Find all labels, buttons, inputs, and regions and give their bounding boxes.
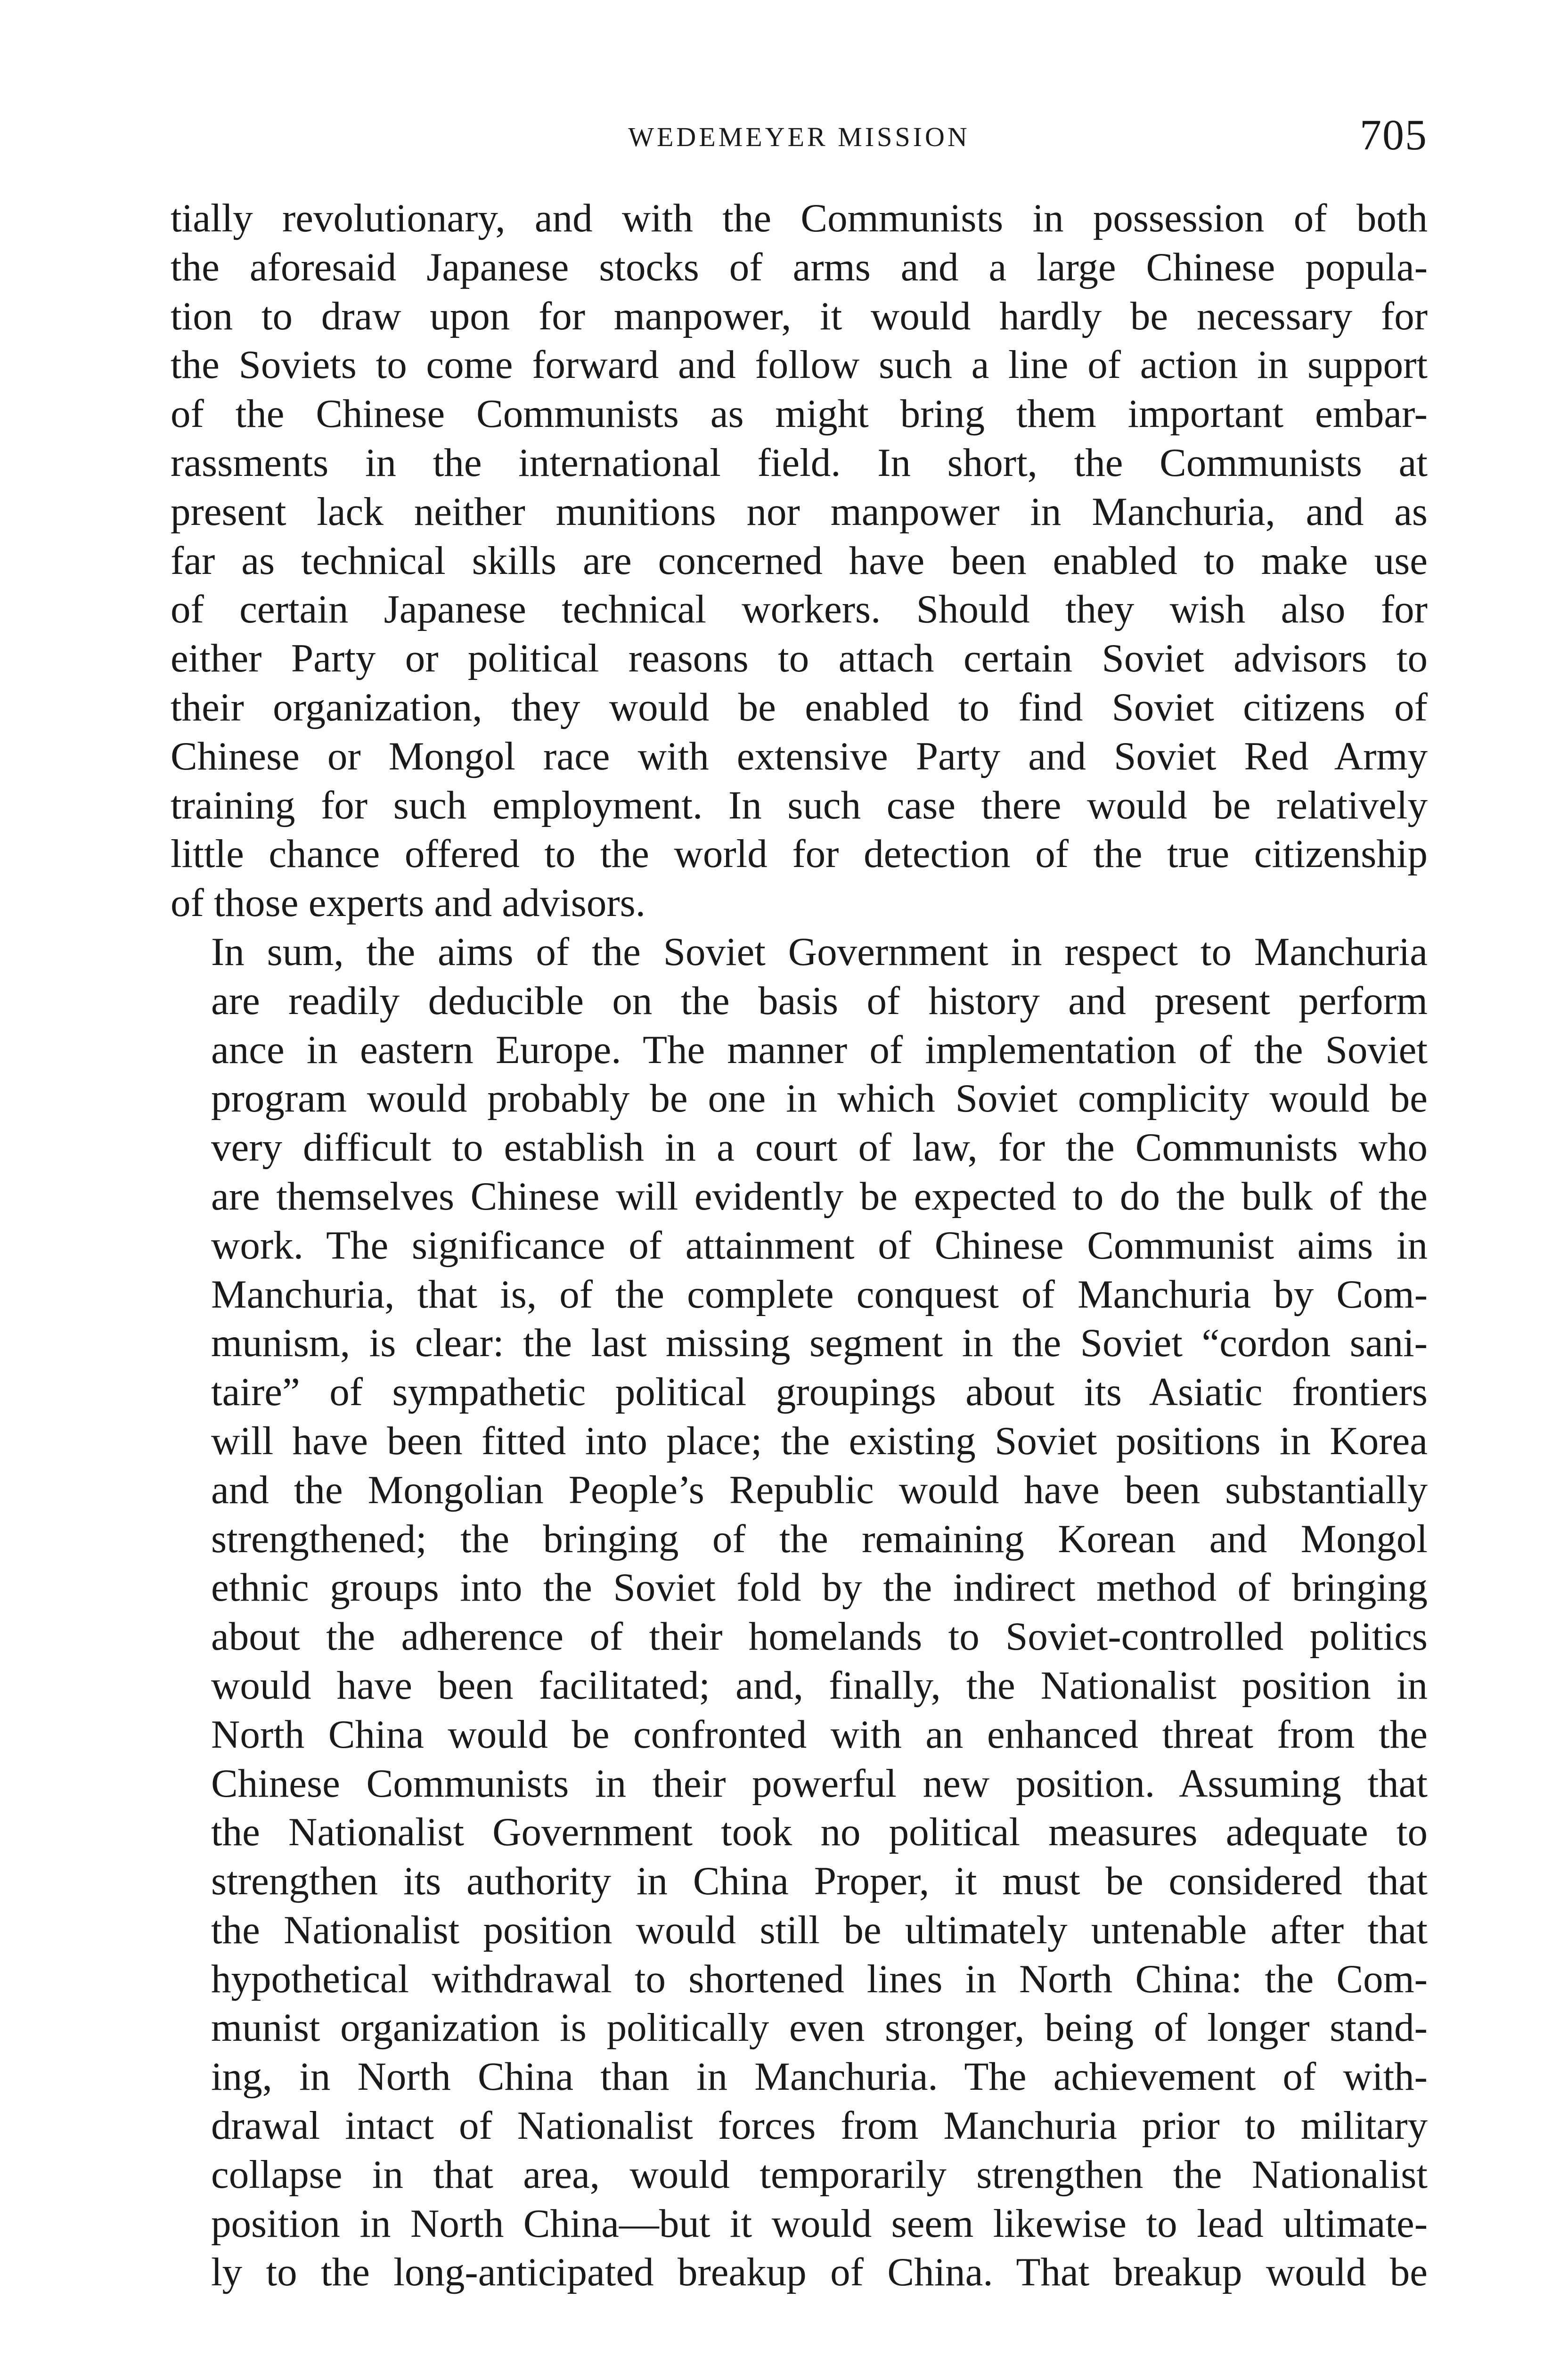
text-line: about the adherence of their homelands to Soviet-controlled politics — [211, 1614, 1428, 1659]
text-line: ethnic groups into the Soviet fold by the indirect method of bringing — [211, 1565, 1428, 1610]
text-line: of certain Japanese technical workers. Should they wish also for — [171, 587, 1428, 632]
text-line: the Nationalist position would still be ultimately untenable after that — [211, 1907, 1428, 1952]
text-line: strengthen its authority in China Proper, it must be considered that — [211, 1859, 1428, 1904]
text-line: are readily deducible on the basis of history and present perform — [211, 978, 1428, 1023]
text-line: collapse in that area, would temporarily strengthen the Nationalist — [211, 2152, 1428, 2197]
text-line: Chinese or Mongol race with extensive Party and Soviet Red Army — [171, 734, 1428, 778]
text-line: the Nationalist Government took no political measures adequate to — [211, 1810, 1428, 1855]
text-line: program would probably be one in which Soviet complicity would be — [211, 1076, 1428, 1121]
text-line: drawal intact of Nationalist forces from Manchuria prior to military — [211, 2103, 1428, 2148]
body-text — [171, 194, 1428, 2297]
text-line: far as technical skills are concerned have been enabled to make use — [171, 538, 1428, 583]
text-line: rassments in the international field. In short, the Communists at — [171, 440, 1428, 485]
text-line: little chance offered to the world for detection of the true citizenship — [171, 832, 1428, 876]
text-line: strengthened; the bringing of the remaining Korean and Mongol — [211, 1516, 1428, 1561]
text-line: would have been facilitated; and, finally, the Nationalist position in — [211, 1663, 1428, 1708]
paragraph — [171, 194, 1428, 928]
text-line: are themselves Chinese will evidently be expected to do the bulk of the — [211, 1174, 1428, 1219]
text-line: training for such employment. In such case there would be relatively — [171, 783, 1428, 827]
running-header — [171, 113, 1428, 170]
text-line: work. The significance of attainment of Chinese Communist aims in — [211, 1223, 1428, 1268]
text-line: and the Mongolian People’s Republic would have been substantially — [211, 1467, 1428, 1512]
text-line: of those experts and advisors. — [171, 881, 645, 925]
text-line: munism, is clear: the last missing segment in the Soviet “cordon sani- — [211, 1321, 1428, 1366]
text-line: ance in eastern Europe. The manner of implementation of the Soviet — [211, 1027, 1428, 1072]
text-line: will have been fitted into place; the existing Soviet positions in Korea — [211, 1418, 1428, 1463]
text-line: present lack neither munitions nor manpower in Manchuria, and as — [171, 489, 1428, 534]
text-line: the Soviets to come forward and follow such a line of action in support — [171, 343, 1428, 387]
paragraph — [171, 928, 1428, 2297]
text-line: their organization, they would be enabled to find Soviet citizens of — [171, 685, 1428, 729]
text-line: hypothetical withdrawal to shortened lines in North China: the Com- — [211, 1956, 1428, 2001]
running-title: WEDEMEYER MISSION — [628, 122, 970, 152]
text-line: ing, in North China than in Manchuria. The achievement of with- — [211, 2054, 1428, 2099]
text-line: position in North China—but it would seem likewise to lead ultimate- — [211, 2201, 1428, 2246]
text-line: of the Chinese Communists as might bring them important embar- — [171, 392, 1428, 436]
text-line: In sum, the aims of the Soviet Government in respect to Manchuria — [211, 929, 1428, 974]
text-line: Chinese Communists in their powerful new position. Assuming that — [211, 1761, 1428, 1806]
text-line: ly to the long-anticipated breakup of China. That breakup would be — [211, 2250, 1428, 2295]
text-line: tion to draw upon for manpower, it would hardly be necessary for — [171, 294, 1428, 338]
text-line: Manchuria, that is, of the complete conquest of Manchuria by Com- — [211, 1272, 1428, 1317]
text-line: the aforesaid Japanese stocks of arms and a large Chinese popula- — [171, 245, 1428, 289]
text-line: very difficult to establish in a court of law, for the Communists who — [211, 1125, 1428, 1170]
page-number: 705 — [1360, 111, 1428, 159]
text-line: North China would be confronted with an enhanced threat from the — [211, 1712, 1428, 1757]
text-line: either Party or political reasons to attach certain Soviet advisors to — [171, 636, 1428, 681]
text-line: munist organization is politically even stronger, being of longer stand- — [211, 2005, 1428, 2050]
text-line: taire” of sympathetic political groupings about its Asiatic frontiers — [211, 1370, 1428, 1415]
text-line: tially revolutionary, and with the Communists in possession of both — [171, 196, 1428, 240]
